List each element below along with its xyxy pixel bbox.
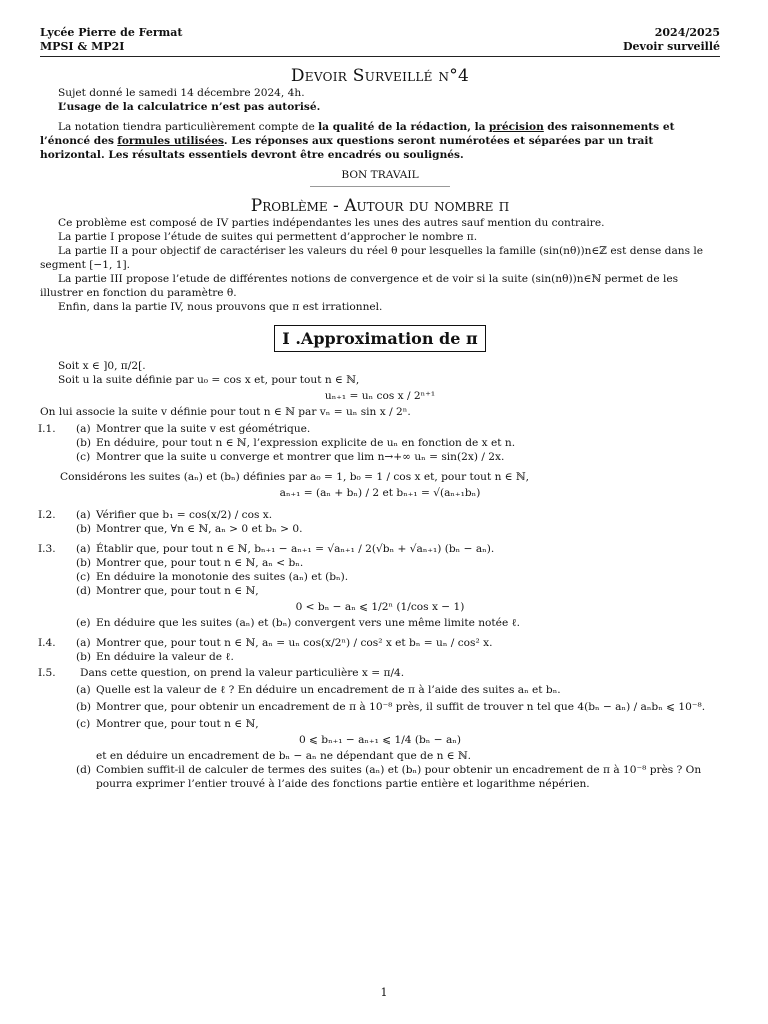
question-I5c: (c) Montrer que, pour tout n ∈ ℕ, — [76, 718, 259, 731]
class-names: MPSI & MP2I — [40, 39, 125, 53]
equation-bound: 0 < bₙ − aₙ ⩽ 1/2ⁿ (1/cos x − 1) — [295, 600, 465, 613]
problem-title: Problème - Autour du nombre π — [250, 195, 510, 216]
grading-notice: La notation tiendra particulièrement compte de la qualité de la rédaction, la précision des raisonnements et l’énoncé des formules utilisées. Les réponses aux questions seront numérotées et séparées par un trait horizontal. Les résultats essentiels devront être encadrés ou soulignés. — [40, 120, 675, 161]
question-I4b: (b) En déduire la valeur de ℓ. — [76, 650, 234, 663]
school-name: Lycée Pierre de Fermat — [40, 26, 183, 39]
statement: Soit x ∈ ]0, π/2[. — [58, 360, 146, 373]
equation-recurrence-bound: 0 ⩽ bₙ₊₁ − aₙ₊₁ ⩽ 1/4 (bₙ − aₙ) — [298, 734, 462, 747]
statement: Considérons les suites (aₙ) et (bₙ) définies par a₀ = 1, b₀ = 1 / cos x et, pour tout n ∈ ℕ, — [60, 470, 530, 483]
page-header — [40, 26, 720, 54]
question-I4a: I.4. (a) Montrer que, pour tout n ∈ ℕ, aₙ = uₙ cos(x/2ⁿ) / cos² x et bₙ = uₙ / cos² x. — [38, 636, 493, 649]
exam-title: Devoir Surveillé n°4 — [290, 65, 470, 86]
statement: On lui associe la suite v définie pour tout n ∈ ℕ par vₙ = uₙ sin x / 2ⁿ. — [40, 405, 411, 418]
exam-date: Sujet donné le samedi 14 décembre 2024, 4h. — [58, 86, 305, 99]
question-I3b: (b) Montrer que, pour tout n ∈ ℕ, aₙ < bₙ. — [76, 556, 304, 569]
problem-paragraph: La partie I propose l’étude de suites qui permettent d’approcher le nombre π. — [58, 231, 478, 244]
school-year: 2024/2025 — [654, 26, 720, 39]
good-luck: BON TRAVAIL — [341, 168, 419, 181]
problem-paragraph: Ce problème est composé de IV parties indépendantes les unes des autres sauf mention du contraire. — [58, 217, 605, 230]
equation-ab: aₙ₊₁ = (aₙ + bₙ) / 2 et bₙ₊₁ = √(aₙ₊₁bₙ) — [279, 486, 481, 499]
problem-paragraph: La partie II a pour objectif de caractériser les valeurs du réel θ pour lesquelles la famille (sin(nθ))n∈ℤ est dense dans le segment [−1, 1]. — [40, 245, 704, 272]
problem-paragraph: La partie III propose l’etude de différentes notions de convergence et de voir si la suite (sin(nθ))n∈ℕ permet de les illustrer en fonction du paramètre θ. — [40, 273, 679, 300]
question-I2a: I.2. (a) Vérifier que b₁ = cos(x/2) / cos x. — [38, 508, 273, 521]
document-page — [40, 26, 720, 792]
question-I5b: (b) Montrer que, pour obtenir un encadrement de π à 10⁻⁸ près, il suffit de trouver n tel que 4(bₙ − aₙ) / aₙbₙ ⩽ 10⁻⁸. — [76, 701, 706, 714]
problem-paragraph: Enfin, dans la partie IV, nous prouvons que π est irrationnel. — [58, 301, 383, 313]
question-I1b: (b) En déduire, pour tout n ∈ ℕ, l’expression explicite de uₙ en fonction de x et n. — [76, 436, 516, 449]
question-I3c: (c) En déduire la monotonie des suites (aₙ) et (bₙ). — [76, 570, 349, 583]
equation-u: uₙ₊₁ = uₙ cos x / 2ⁿ⁺¹ — [324, 390, 436, 403]
exam-type: Devoir surveillé — [623, 39, 720, 53]
question-I5d: (d) Combien suffit-il de calculer de termes des suites (aₙ) et (bₙ) pour obtenir un encadrement de π à 10⁻⁸ près ? On pourra exprimer l’entier trouvé à l’aide des fonctions partie entière et logarithme népérien. — [76, 764, 702, 791]
question-I5: I.5. Dans cette question, on prend la valeur particulière x = π/4. — [38, 667, 405, 680]
header-divider — [40, 56, 720, 57]
part-title: I .Approximation de π — [274, 325, 486, 352]
question-I1a: I.1. (a) Montrer que la suite v est géométrique. — [38, 422, 311, 435]
question-I3e: (e) En déduire que les suites (aₙ) et (bₙ) convergent vers une même limite notée ℓ. — [76, 616, 521, 629]
question-I3a: I.3. (a) Établir que, pour tout n ∈ ℕ, bₙ₊₁ − aₙ₊₁ = √aₙ₊₁ / 2(√bₙ + √aₙ₊₁) (bₙ − aₙ). — [38, 542, 495, 555]
calculator-rule: L’usage de la calculatrice n’est pas autorisé. — [58, 100, 321, 113]
divider — [310, 186, 450, 187]
question-I5c-cont: et en déduire un encadrement de bₙ − aₙ ne dépendant que de n ∈ ℕ. — [96, 750, 472, 763]
question-I2b: (b) Montrer que, ∀n ∈ ℕ, aₙ > 0 et bₙ > 0. — [76, 522, 303, 535]
question-I3d: (d) Montrer que, pour tout n ∈ ℕ, — [76, 584, 259, 597]
question-I1c: (c) Montrer que la suite u converge et montrer que lim n→+∞ uₙ = sin(2x) / 2x. — [76, 450, 505, 463]
statement: Soit u la suite définie par u₀ = cos x et, pour tout n ∈ ℕ, — [58, 374, 360, 387]
page-number: 1 — [380, 986, 388, 999]
question-I5a: (a) Quelle est la valeur de ℓ ? En déduire un encadrement de π à l’aide des suites aₙ et bₙ. — [76, 684, 561, 697]
